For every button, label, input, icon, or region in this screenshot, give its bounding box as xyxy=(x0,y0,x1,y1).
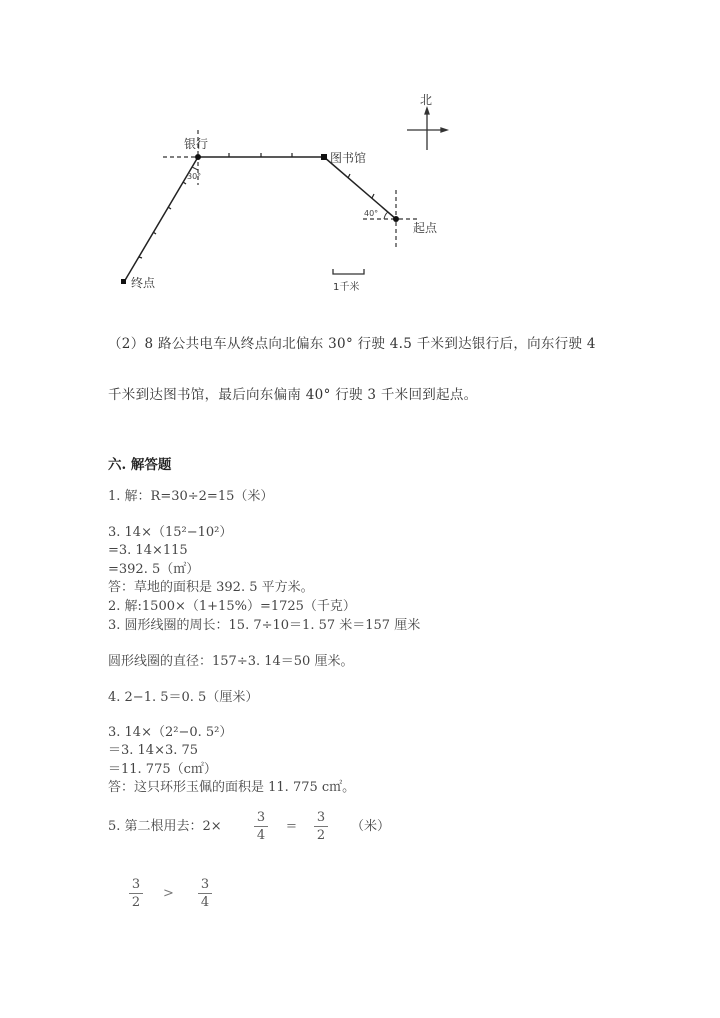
q4-answer: 答：这只环形玉佩的面积是 11. 775 c㎡。 xyxy=(108,780,356,795)
paragraph2-line2: 千米到达图书馆，最后向东偏南 40° 行驶 3 千米回到起点。 xyxy=(108,387,478,403)
start-point xyxy=(393,216,399,222)
q5-fraction2: $\frac{3}{2}$ xyxy=(314,810,328,843)
q4-line1: 4. 2−1. 5＝0. 5（厘米） xyxy=(108,690,259,705)
start-angle-label: 40° xyxy=(364,209,379,218)
segment-library-to-start xyxy=(324,157,396,219)
north-label: 北 xyxy=(420,93,433,107)
library-point xyxy=(321,154,327,160)
compare-left-fraction: $\frac{3}{2}$ xyxy=(129,877,143,910)
q5-fraction1: $\frac{3}{4}$ xyxy=(254,810,268,843)
scale-bar xyxy=(333,269,364,274)
q2-line1: 2. 解:1500×（1+15%）=1725（千克） xyxy=(108,599,356,614)
q5-unit: （米） xyxy=(351,819,391,834)
bank-label: 银行 xyxy=(184,137,209,151)
q1-answer: 答：草地的面积是 392. 5 平方米。 xyxy=(108,580,314,595)
bank-angle-label: 30° xyxy=(187,172,202,181)
bank-point xyxy=(195,154,201,160)
q5-prefix: 5. 第二根用去：2× xyxy=(108,819,222,834)
scale-label: 1千米 xyxy=(333,282,360,293)
q1-line1: 1. 解：R=30÷2=15（米） xyxy=(108,489,274,504)
q1-line3: =3. 14×115 xyxy=(108,543,188,558)
start-label: 起点 xyxy=(413,221,438,235)
end-point xyxy=(121,279,126,284)
section-heading: 六. 解答题 xyxy=(108,457,172,473)
q1-line4: =392. 5（㎡） xyxy=(108,562,200,577)
compare-right-fraction: $\frac{3}{4}$ xyxy=(198,877,212,910)
q3-line2: 圆形线圈的直径：157÷3. 14＝50 厘米。 xyxy=(108,654,354,669)
compare-operator: > xyxy=(163,886,174,901)
q1-line2: 3. 14×（15²−10²） xyxy=(108,525,233,540)
q4-line4: ＝11. 775（c㎡） xyxy=(108,762,217,777)
library-label: 图书馆 xyxy=(330,151,367,165)
compass-icon xyxy=(407,108,447,150)
end-label: 终点 xyxy=(131,276,156,290)
route-diagram xyxy=(0,0,720,310)
q3-line1: 3. 圆形线圈的周长：15. 7÷10＝1. 57 米＝157 厘米 xyxy=(108,618,421,633)
q4-line3: ＝3. 14×3. 75 xyxy=(108,743,199,758)
q4-line2: 3. 14×（2²−0. 5²） xyxy=(108,725,233,740)
paragraph2-line1: （2）8 路公共电车从终点向北偏东 30° 行驶 4.5 千米到达银行后，向东行驶 4 xyxy=(108,336,596,352)
q5-equals: = xyxy=(286,819,297,834)
